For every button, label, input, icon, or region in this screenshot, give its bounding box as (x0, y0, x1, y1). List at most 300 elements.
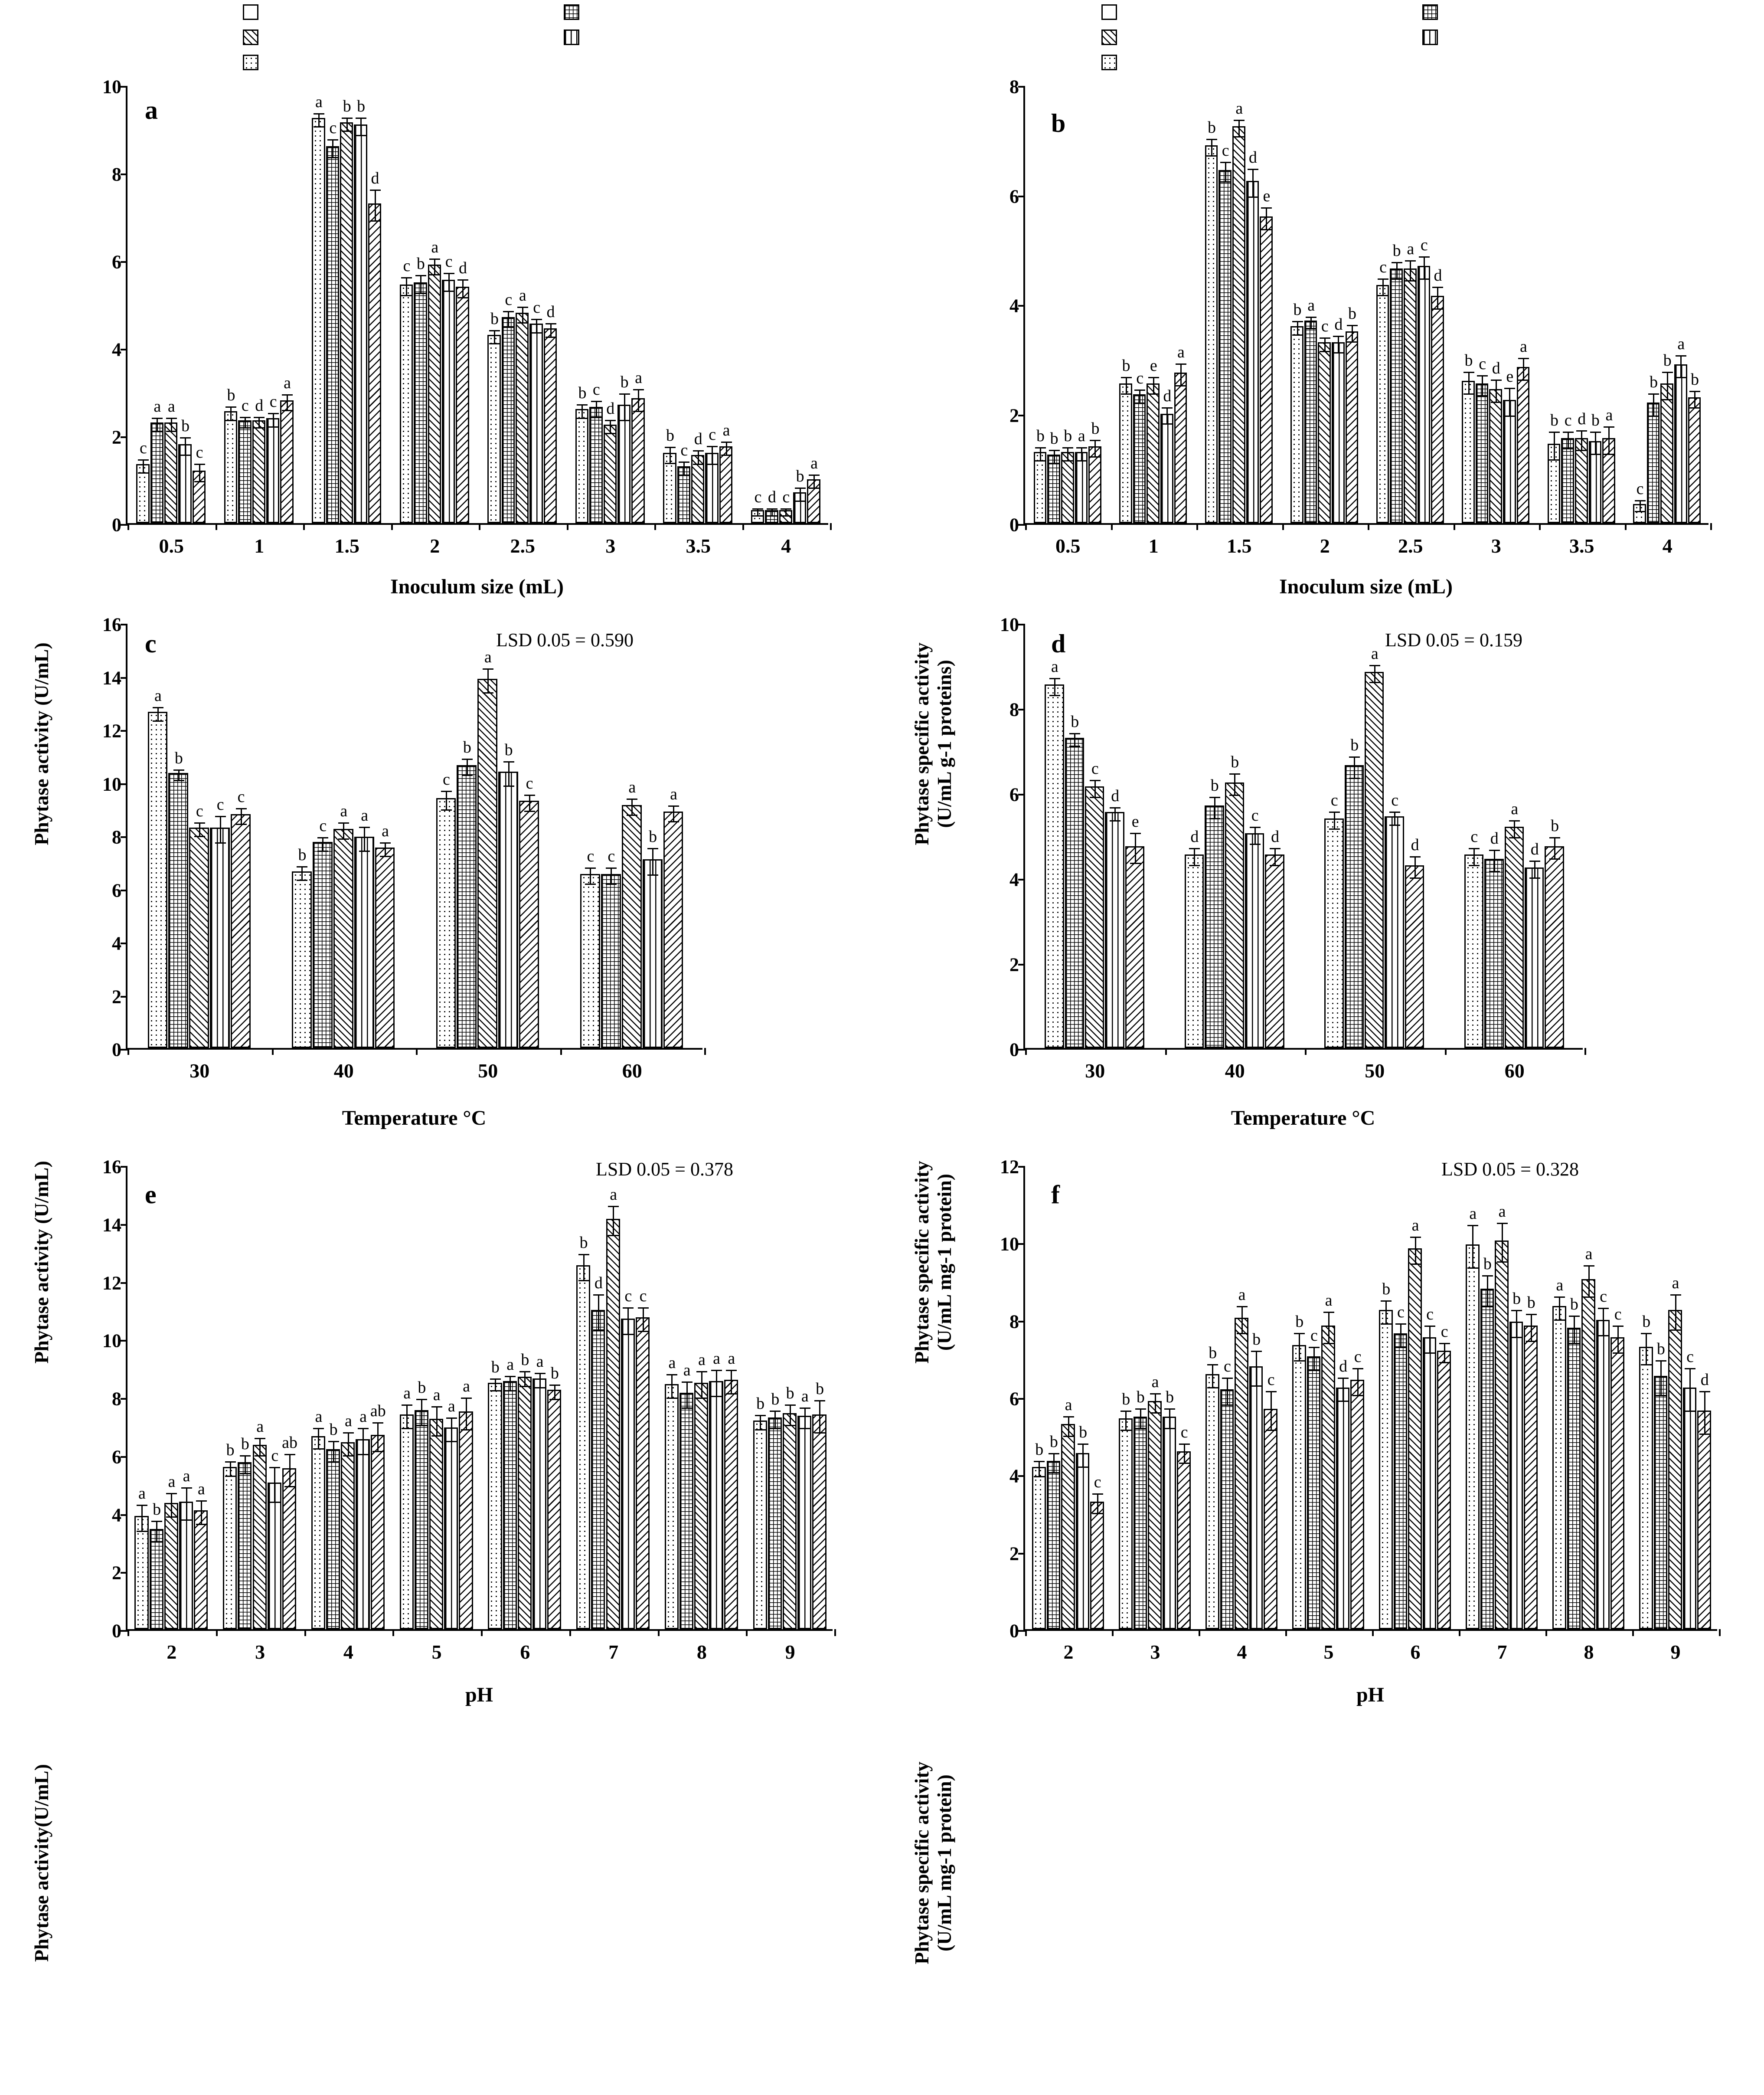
bar (1346, 331, 1359, 523)
bar (1489, 389, 1502, 523)
legend-item (564, 4, 585, 20)
y-tick-label: 4 (112, 1504, 121, 1525)
x-tick-label: 40 (333, 1060, 354, 1082)
bar (1147, 383, 1160, 523)
y-tick-label: 16 (102, 614, 121, 635)
y-axis-label: Phytase activity (U/mL) (30, 642, 52, 845)
bar (280, 400, 293, 523)
significance-letter: c (624, 1287, 632, 1306)
x-tick-label: 0.5 (159, 535, 184, 557)
significance-letter: b (1348, 304, 1356, 323)
significance-letter: e (1506, 367, 1514, 386)
y-tick-label: 8 (112, 826, 121, 848)
bar (487, 335, 500, 523)
significance-letter: a (403, 1384, 411, 1403)
bar (547, 1390, 561, 1629)
bar (282, 1468, 296, 1629)
significance-letter: a (728, 1349, 735, 1368)
significance-letter: a (698, 1351, 706, 1369)
bar (340, 122, 353, 523)
bar (179, 1502, 193, 1629)
significance-letter: a (1307, 296, 1315, 315)
bar (580, 874, 600, 1048)
significance-letter: c (608, 847, 615, 866)
significance-letter: b (620, 373, 629, 391)
bar (400, 285, 413, 523)
significance-letter: c (403, 257, 411, 275)
y-tick-label: 2 (1009, 405, 1019, 426)
bar (1232, 126, 1245, 523)
x-tick-label: 30 (189, 1060, 210, 1082)
bar (1220, 1389, 1234, 1629)
bar (1345, 765, 1364, 1048)
bar (1697, 1411, 1711, 1629)
legend-swatch (1101, 4, 1117, 20)
significance-letter: c (1614, 1305, 1622, 1323)
y-tick-label: 0 (112, 514, 121, 536)
significance-letter: c (526, 774, 533, 792)
significance-letter: a (1469, 1204, 1477, 1223)
x-tick-label: 5 (1323, 1641, 1334, 1663)
bar (709, 1381, 723, 1629)
bar (532, 1378, 546, 1629)
bar (1034, 452, 1047, 523)
bar (223, 1467, 237, 1630)
significance-letter: c (269, 393, 277, 411)
y-tick-label: 6 (112, 880, 121, 901)
bar (444, 1427, 458, 1629)
y-tick-label: 6 (1009, 784, 1019, 805)
significance-letter: a (1672, 1274, 1679, 1293)
bar (1085, 786, 1104, 1048)
bar (1385, 816, 1404, 1048)
x-tick-label: 50 (478, 1060, 498, 1082)
significance-letter: a (801, 1387, 809, 1406)
bar (1125, 846, 1144, 1048)
bar (1365, 672, 1384, 1048)
significance-letter: b (786, 1384, 794, 1403)
significance-letter: c (1094, 1473, 1101, 1492)
x-tick-label: 3 (255, 1641, 265, 1663)
panel-label: e (145, 1180, 157, 1209)
significance-letter: d (1339, 1357, 1348, 1375)
bar (341, 1442, 355, 1629)
significance-letter: c (271, 1447, 279, 1465)
significance-letter: a (167, 397, 175, 416)
bar (719, 446, 732, 523)
bar (1205, 145, 1218, 523)
x-tick-label: 30 (1085, 1060, 1105, 1082)
significance-letter: b (504, 741, 513, 759)
significance-letter: a (670, 785, 677, 803)
y-tick-label: 4 (112, 933, 121, 954)
bar (414, 282, 427, 524)
significance-letter: c (1321, 317, 1329, 336)
significance-letter: c (140, 439, 147, 457)
y-tick-label: 0 (112, 1620, 121, 1642)
bar (1466, 1244, 1480, 1629)
bar (1321, 1326, 1335, 1629)
x-tick-label: 9 (785, 1641, 795, 1663)
significance-letter: b (1071, 712, 1079, 731)
significance-letter: b (298, 846, 307, 864)
significance-letter: b (1293, 301, 1302, 319)
bar (312, 118, 325, 523)
significance-letter: b (153, 1500, 161, 1519)
x-axis-label: pH (1356, 1683, 1385, 1706)
bar (231, 814, 251, 1048)
chart-panel-f (880, 1119, 1764, 1964)
bar (1235, 1318, 1248, 1629)
significance-letter: c (329, 119, 337, 137)
significance-letter: b (1122, 357, 1130, 375)
significance-letter: d (1163, 386, 1172, 405)
x-tick-label: 40 (1225, 1060, 1245, 1082)
y-tick-label: 0 (1009, 514, 1019, 536)
bar (428, 265, 441, 523)
significance-letter: a (361, 806, 369, 825)
significance-letter: c (754, 488, 762, 506)
significance-letter: a (340, 802, 348, 821)
x-tick-label: 3.5 (686, 535, 711, 557)
y-tick-label: 12 (1000, 1156, 1019, 1178)
significance-letter: d (1578, 409, 1586, 428)
x-tick-label: 5 (431, 1641, 442, 1663)
bar (1517, 367, 1530, 523)
bar (1561, 438, 1574, 523)
significance-letter: a (1511, 799, 1519, 818)
bar (268, 1483, 281, 1629)
bar (1307, 1356, 1321, 1629)
significance-letter: a (1065, 1396, 1072, 1414)
y-tick-label: 8 (1009, 76, 1019, 98)
bar (1246, 181, 1259, 523)
significance-letter: a (315, 92, 323, 111)
significance-letter: d (1111, 787, 1120, 805)
bar (1032, 1467, 1046, 1630)
bar (150, 422, 163, 523)
bar (1408, 1248, 1422, 1629)
significance-letter: a (1520, 337, 1527, 356)
bar (691, 455, 704, 523)
significance-letter: d (1190, 827, 1199, 846)
significance-letter: a (519, 286, 526, 305)
x-tick-label: 1.5 (334, 535, 359, 557)
bar (724, 1380, 738, 1629)
bar (354, 837, 374, 1048)
bar (1163, 1417, 1176, 1629)
significance-letter: b (816, 1380, 824, 1398)
significance-letter: b (1663, 351, 1672, 370)
bar (253, 1445, 267, 1629)
significance-letter: c (196, 802, 203, 821)
significance-letter: d (1248, 148, 1257, 167)
y-tick-label: 10 (1000, 1233, 1019, 1255)
y-tick-label: 8 (1009, 1311, 1019, 1332)
x-tick-label: 2 (1063, 1641, 1074, 1663)
y-axis-label: Phytase specific activity (U/mL mg-1 protein) (911, 1161, 955, 1364)
significance-letter: b (578, 384, 587, 403)
bar (518, 1377, 532, 1629)
significance-letter: a (668, 1354, 676, 1372)
bar (456, 287, 469, 523)
significance-letter: b (1591, 411, 1600, 430)
bar (694, 1383, 708, 1629)
bar (502, 317, 515, 523)
x-tick-label: 1 (1148, 535, 1159, 557)
significance-letter: c (1330, 791, 1338, 810)
significance-letter: a (1677, 334, 1685, 353)
bar (164, 1503, 178, 1629)
significance-letter: b (1210, 776, 1219, 795)
lsd-note: LSD 0.05 = 0.159 (1385, 629, 1522, 651)
significance-letter: b (241, 1435, 249, 1453)
x-tick-label: 6 (520, 1641, 530, 1663)
bar (189, 828, 209, 1048)
bar (636, 1317, 650, 1629)
legend-item (243, 4, 264, 20)
x-tick-label: 1 (254, 535, 265, 557)
bar (1047, 1461, 1061, 1629)
bar (768, 1417, 782, 1629)
legend-swatch (1422, 4, 1438, 20)
bar (1552, 1306, 1566, 1629)
bar (368, 203, 381, 523)
y-tick-label: 0 (112, 1039, 121, 1061)
significance-letter: c (1222, 141, 1229, 160)
significance-letter: a (610, 1185, 617, 1204)
bar (1076, 1453, 1090, 1629)
significance-letter: c (533, 298, 541, 317)
bar (326, 146, 339, 523)
bar (459, 1411, 473, 1629)
bar (516, 313, 529, 523)
significance-letter: b (1231, 753, 1239, 771)
bar (1324, 818, 1343, 1048)
y-tick-label: 4 (1009, 869, 1019, 890)
significance-letter: b (226, 1440, 235, 1459)
bar (1160, 414, 1173, 524)
bar (1177, 1451, 1191, 1629)
bar (797, 1416, 811, 1629)
bar (134, 1516, 148, 1629)
bar (1304, 321, 1317, 523)
y-tick-label: 4 (1009, 1465, 1019, 1487)
bar (665, 1384, 679, 1629)
significance-letter: b (1382, 1280, 1391, 1298)
bar (606, 1219, 620, 1629)
significance-letter: d (546, 303, 555, 321)
significance-letter: a (138, 1484, 146, 1503)
significance-letter: d (255, 396, 264, 415)
significance-letter: c (1379, 258, 1387, 276)
bar (1394, 1333, 1408, 1629)
bar (488, 1383, 502, 1629)
bar (1462, 381, 1475, 523)
significance-letter: d (606, 399, 615, 418)
significance-letter: b (796, 467, 804, 486)
significance-letter: b (1208, 118, 1216, 137)
bar (1119, 383, 1132, 523)
x-axis-label: Inoculum size (mL) (1279, 575, 1453, 598)
bar (1437, 1351, 1451, 1629)
lsd-note: LSD 0.05 = 0.378 (596, 1159, 733, 1180)
bar (1205, 1374, 1219, 1630)
significance-letter: b (343, 97, 351, 115)
bar (1249, 1366, 1263, 1629)
x-tick-label: 3 (1491, 535, 1501, 557)
significance-letter: a (1177, 343, 1185, 361)
bar (1431, 296, 1444, 523)
significance-letter: a (1235, 99, 1243, 118)
significance-letter: c (1441, 1322, 1448, 1341)
significance-letter: a (810, 454, 818, 472)
significance-letter: b (1209, 1343, 1217, 1362)
significance-letter: c (782, 488, 790, 506)
y-tick-label: 10 (102, 76, 121, 98)
significance-letter: b (1656, 1339, 1665, 1358)
bar (1045, 684, 1064, 1048)
legend-swatch (564, 4, 579, 20)
significance-letter: e (1263, 187, 1271, 205)
bar (457, 765, 477, 1048)
significance-letter: a (154, 686, 162, 705)
bar (1332, 342, 1345, 523)
significance-letter: c (445, 252, 453, 271)
significance-letter: a (168, 1473, 176, 1491)
significance-letter: b (1136, 1388, 1145, 1407)
significance-letter: b (227, 386, 235, 405)
bar (326, 1449, 340, 1629)
significance-letter: b (1035, 1440, 1044, 1459)
significance-letter: a (433, 1385, 441, 1404)
significance-letter: b (1512, 1289, 1521, 1308)
plot-area-c (102, 614, 702, 1082)
significance-letter: b (1252, 1330, 1261, 1349)
significance-letter: b (416, 255, 425, 273)
bar (436, 798, 456, 1048)
significance-letter: b (579, 1233, 588, 1252)
bar (1061, 1424, 1075, 1629)
significance-letter: b (756, 1394, 765, 1413)
bar (1423, 1337, 1437, 1629)
significance-letter: b (1122, 1390, 1130, 1408)
plot-area-f (1000, 1156, 1717, 1663)
y-axis-label: Phytase specific activity (U/mL mg-1 protein) (911, 1761, 955, 1964)
bar (252, 420, 265, 523)
bar (371, 1435, 385, 1629)
bar (1350, 1380, 1364, 1629)
y-tick-label: 4 (112, 339, 121, 360)
x-tick-label: 2 (430, 535, 440, 557)
significance-letter: a (1407, 240, 1414, 259)
significance-letter: b (521, 1351, 529, 1369)
significance-letter: a (1078, 426, 1085, 445)
bar (210, 828, 230, 1048)
bar (1647, 403, 1660, 523)
significance-letter: a (1556, 1276, 1564, 1294)
y-tick-label: 2 (112, 1562, 121, 1584)
bar (1596, 1320, 1610, 1629)
significance-letter: c (505, 291, 513, 309)
significance-letter: c (709, 426, 716, 444)
bar (1185, 854, 1204, 1048)
bar (1639, 1347, 1653, 1629)
significance-letter: a (628, 778, 636, 797)
y-tick-label: 6 (112, 251, 121, 273)
bar (529, 324, 542, 523)
bar (591, 1310, 605, 1629)
significance-letter: b (1550, 411, 1559, 430)
significance-letter: c (1470, 827, 1478, 846)
significance-letter: b (357, 97, 366, 115)
x-tick-label: 9 (1670, 1641, 1681, 1663)
bar (1065, 738, 1084, 1048)
significance-letter: c (1267, 1371, 1275, 1389)
chart-panel-e (0, 1119, 880, 1962)
bar (313, 842, 333, 1048)
bar (375, 848, 395, 1048)
bar (1668, 1310, 1682, 1629)
x-tick-label: 60 (622, 1060, 642, 1082)
bar (333, 829, 353, 1048)
plot-area-a (102, 76, 828, 557)
y-tick-label: 8 (1009, 699, 1019, 720)
y-tick-label: 12 (102, 1272, 121, 1293)
x-tick-label: 3 (1150, 1641, 1160, 1663)
y-tick-label: 14 (102, 667, 121, 688)
x-axis-label: Temperature °C (342, 1106, 487, 1129)
x-tick-label: 0.5 (1055, 535, 1081, 557)
significance-letter: c (319, 817, 327, 835)
significance-letter: c (587, 847, 595, 866)
bar (1404, 268, 1417, 523)
bar (1376, 285, 1389, 523)
significance-letter: c (1223, 1357, 1231, 1375)
bar (1088, 446, 1101, 523)
significance-letter: a (536, 1352, 544, 1371)
significance-letter: b (490, 309, 499, 328)
plot-area-d (1000, 614, 1583, 1082)
bar (1660, 383, 1673, 523)
bar (429, 1419, 443, 1629)
bar (575, 409, 588, 523)
bar (1218, 170, 1232, 523)
significance-letter: a (635, 368, 642, 387)
x-tick-label: 2.5 (1398, 535, 1423, 557)
significance-letter: a (448, 1397, 455, 1416)
significance-letter: b (181, 417, 190, 435)
bar (238, 1462, 252, 1629)
bar (238, 420, 251, 523)
x-axis-label: pH (465, 1683, 493, 1706)
bar (224, 411, 237, 523)
bar (1654, 1376, 1668, 1629)
bar (812, 1414, 826, 1629)
bar (621, 1319, 635, 1629)
significance-letter: d (1492, 359, 1500, 378)
bar (164, 422, 177, 523)
significance-letter: a (1498, 1202, 1506, 1221)
y-axis-label: Phytase activity (U/mL) (30, 1161, 52, 1364)
significance-letter: a (315, 1407, 323, 1426)
bar (1505, 827, 1524, 1048)
significance-letter: b (1050, 429, 1058, 448)
bar (1119, 1418, 1133, 1629)
y-tick-label: 2 (112, 426, 121, 448)
bar (544, 328, 557, 523)
significance-letter: a (463, 1377, 470, 1395)
